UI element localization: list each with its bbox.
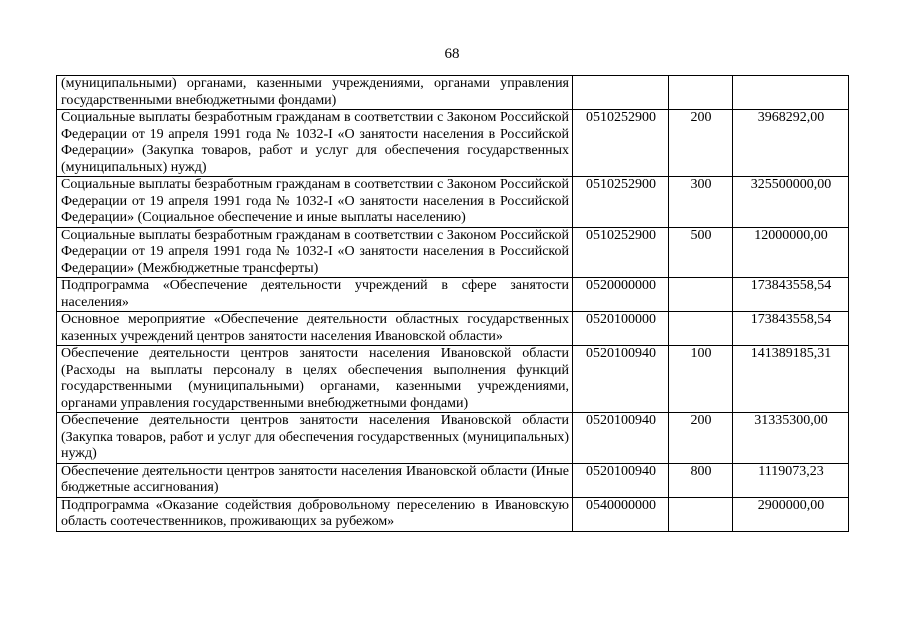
table-row <box>57 76 849 110</box>
table-row <box>57 110 849 177</box>
row-expense-kind: 800 <box>669 463 733 497</box>
row-amount: 1119073,23 <box>733 463 849 497</box>
row-description: Подпрограмма «Обеспечение деятельности учреждений в сфере занятости населения» <box>57 278 573 312</box>
row-expense-kind <box>669 76 733 110</box>
row-amount: 141389185,31 <box>733 346 849 413</box>
page-number: 68 <box>444 46 460 62</box>
table-row <box>57 413 849 464</box>
table-row <box>57 312 849 346</box>
row-target-code: 0520000000 <box>573 278 669 312</box>
row-amount: 2900000,00 <box>733 497 849 531</box>
row-description: Социальные выплаты безработным гражданам в соответствии с Законом Российской Федерации от 19 апреля 1991 года № 1032-I «О занятости населения в Российской Федерации» (Закупка товаров, работ и услуг для обеспечения государственных (муниципальных) нужд) <box>57 110 573 177</box>
row-target-code: 0510252900 <box>573 110 669 177</box>
row-expense-kind <box>669 278 733 312</box>
row-description: (муниципальными) органами, казенными учреждениями, органами управления государственными внебюджетными фондами) <box>57 76 573 110</box>
row-amount: 325500000,00 <box>733 177 849 228</box>
row-description: Основное мероприятие «Обеспечение деятельности областных государственных казенных учреждений центров занятости населения Ивановской области» <box>57 312 573 346</box>
row-description: Социальные выплаты безработным гражданам в соответствии с Законом Российской Федерации от 19 апреля 1991 года № 1032-I «О занятости населения в Российской Федерации» (Социальное обеспечение и иные выплаты населению) <box>57 177 573 228</box>
table-row <box>57 177 849 228</box>
row-amount <box>733 76 849 110</box>
row-description: Подпрограмма «Оказание содействия добровольному переселению в Ивановскую область соотечественников, проживающих за рубежом» <box>57 497 573 531</box>
row-expense-kind <box>669 312 733 346</box>
row-target-code <box>573 76 669 110</box>
row-expense-kind: 200 <box>669 413 733 464</box>
budget-table-body <box>57 76 849 532</box>
row-expense-kind <box>669 497 733 531</box>
table-row <box>57 227 849 278</box>
table-row <box>57 463 849 497</box>
row-expense-kind: 300 <box>669 177 733 228</box>
row-target-code: 0520100000 <box>573 312 669 346</box>
row-description: Обеспечение деятельности центров занятости населения Ивановской области (Расходы на выплаты персоналу в целях обеспечения выполнения функций государственными (муниципальными) органами, казенными учреждениями, органами управления государственными внебюджетными фондами) <box>57 346 573 413</box>
row-target-code: 0510252900 <box>573 227 669 278</box>
row-target-code: 0520100940 <box>573 463 669 497</box>
row-target-code: 0520100940 <box>573 346 669 413</box>
row-amount: 173843558,54 <box>733 278 849 312</box>
row-expense-kind: 200 <box>669 110 733 177</box>
row-target-code: 0540000000 <box>573 497 669 531</box>
row-amount: 3968292,00 <box>733 110 849 177</box>
table-row <box>57 278 849 312</box>
row-amount: 31335300,00 <box>733 413 849 464</box>
row-target-code: 0520100940 <box>573 413 669 464</box>
row-description: Обеспечение деятельности центров занятости населения Ивановской области (Иные бюджетные ассигнования) <box>57 463 573 497</box>
table-row <box>57 346 849 413</box>
row-amount: 12000000,00 <box>733 227 849 278</box>
row-description: Социальные выплаты безработным гражданам в соответствии с Законом Российской Федерации от 19 апреля 1991 года № 1032-I «О занятости населения в Российской Федерации» (Межбюджетные трансферты) <box>57 227 573 278</box>
row-expense-kind: 100 <box>669 346 733 413</box>
row-target-code: 0510252900 <box>573 177 669 228</box>
row-amount: 173843558,54 <box>733 312 849 346</box>
table-row <box>57 497 849 531</box>
row-expense-kind: 500 <box>669 227 733 278</box>
row-description: Обеспечение деятельности центров занятости населения Ивановской области (Закупка товаров, работ и услуг для обеспечения государственных (муниципальных) нужд) <box>57 413 573 464</box>
budget-table <box>56 75 849 532</box>
